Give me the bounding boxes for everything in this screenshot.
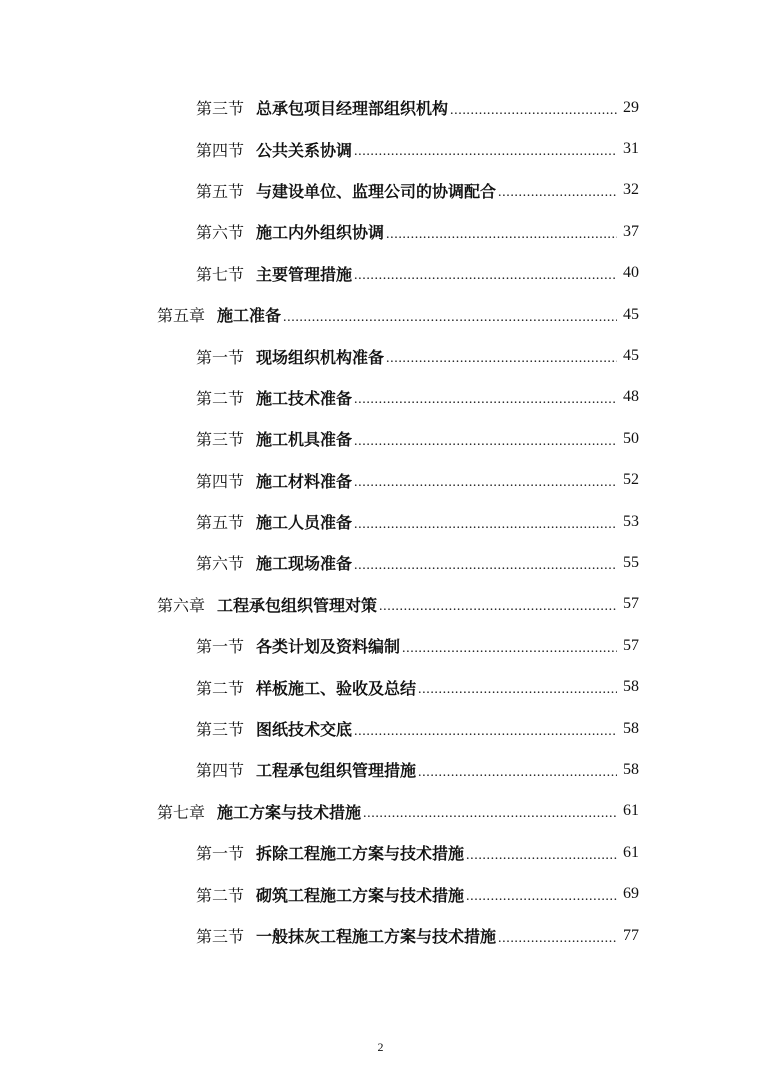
toc-entry-page: 58 xyxy=(623,760,639,778)
toc-entry-number: 第三节 xyxy=(196,430,245,450)
dot-leader xyxy=(354,387,617,407)
toc-entry[interactable] xyxy=(0,584,761,625)
dot-leader xyxy=(354,139,617,159)
toc-entry[interactable] xyxy=(0,501,761,542)
dot-leader xyxy=(354,553,617,573)
dot-leader xyxy=(363,801,617,821)
toc-entry[interactable] xyxy=(0,542,761,583)
toc-entry-page: 57 xyxy=(623,636,639,654)
dot-leader xyxy=(354,429,617,449)
toc-entry[interactable] xyxy=(0,253,761,294)
toc-entry-page: 69 xyxy=(623,885,639,903)
toc-entry-title: 与建设单位、监理公司的协调配合 xyxy=(256,181,497,201)
toc-entry-page: 45 xyxy=(623,347,639,365)
toc-entry-title: 施工现场准备 xyxy=(256,554,353,574)
toc-entry-number: 第一节 xyxy=(196,637,245,657)
toc-entry-number: 第五章 xyxy=(157,306,206,326)
toc-entry-page: 40 xyxy=(623,264,639,282)
toc-entry-number: 第四节 xyxy=(196,471,245,491)
toc-entry-title: 施工人员准备 xyxy=(256,513,353,533)
toc-entry-page: 37 xyxy=(623,222,639,240)
dot-leader xyxy=(498,926,617,946)
toc-entry-title: 主要管理措施 xyxy=(256,264,353,284)
toc-entry-number: 第一节 xyxy=(196,347,245,367)
dot-leader xyxy=(354,512,617,532)
toc-entry-number: 第六节 xyxy=(196,554,245,574)
toc-entry[interactable] xyxy=(0,666,761,707)
toc-entry-number: 第六节 xyxy=(196,223,245,243)
dot-leader xyxy=(354,263,617,283)
page-number: 2 xyxy=(377,1040,384,1054)
dot-leader xyxy=(386,346,617,366)
dot-leader xyxy=(283,305,617,325)
toc-entry-title: 现场组织机构准备 xyxy=(256,347,385,367)
toc-entry-number: 第三节 xyxy=(196,99,245,119)
toc-entry[interactable] xyxy=(0,87,761,128)
toc-entry-page: 61 xyxy=(623,802,639,820)
toc-entry-title: 施工机具准备 xyxy=(256,430,353,450)
toc-entry-page: 57 xyxy=(623,595,639,613)
toc-entry-number: 第六章 xyxy=(157,595,206,615)
toc-entry-title: 施工技术准备 xyxy=(256,388,353,408)
dot-leader xyxy=(498,180,617,200)
toc-entry[interactable] xyxy=(0,128,761,169)
table-of-contents xyxy=(0,87,761,956)
toc-entry-number: 第五节 xyxy=(196,513,245,533)
toc-entry-number: 第三节 xyxy=(196,720,245,740)
dot-leader xyxy=(354,470,617,490)
toc-entry-number: 第七章 xyxy=(157,802,206,822)
toc-entry-title: 施工准备 xyxy=(217,306,282,326)
toc-entry-page: 77 xyxy=(623,926,639,944)
toc-entry[interactable] xyxy=(0,915,761,956)
dot-leader xyxy=(418,760,617,780)
toc-entry[interactable] xyxy=(0,377,761,418)
toc-entry-number: 第二节 xyxy=(196,885,245,905)
toc-entry-title: 施工材料准备 xyxy=(256,471,353,491)
toc-entry-number: 第二节 xyxy=(196,678,245,698)
toc-entry[interactable] xyxy=(0,832,761,873)
toc-entry-page: 58 xyxy=(623,678,639,696)
toc-entry-number: 第七节 xyxy=(196,264,245,284)
toc-entry[interactable] xyxy=(0,708,761,749)
toc-entry-title: 图纸技术交底 xyxy=(256,720,353,740)
toc-entry-title: 工程承包组织管理措施 xyxy=(256,761,417,781)
toc-entry-page: 53 xyxy=(623,512,639,530)
toc-entry-title: 拆除工程施工方案与技术措施 xyxy=(256,844,465,864)
toc-entry-page: 31 xyxy=(623,140,639,158)
toc-entry-title: 施工内外组织协调 xyxy=(256,223,385,243)
toc-entry-number: 第二节 xyxy=(196,388,245,408)
dot-leader xyxy=(466,884,617,904)
toc-entry-page: 32 xyxy=(623,181,639,199)
toc-entry[interactable] xyxy=(0,294,761,335)
toc-entry[interactable] xyxy=(0,170,761,211)
dot-leader xyxy=(379,594,617,614)
toc-entry-page: 55 xyxy=(623,553,639,571)
toc-entry-number: 第四节 xyxy=(196,140,245,160)
toc-entry-number: 第一节 xyxy=(196,844,245,864)
toc-entry-page: 52 xyxy=(623,471,639,489)
toc-entry[interactable] xyxy=(0,335,761,376)
toc-entry-title: 砌筑工程施工方案与技术措施 xyxy=(256,885,465,905)
toc-entry[interactable] xyxy=(0,791,761,832)
dot-leader xyxy=(386,222,617,242)
toc-entry-page: 45 xyxy=(623,305,639,323)
toc-entry-page: 58 xyxy=(623,719,639,737)
dot-leader xyxy=(450,98,617,118)
toc-entry-page: 61 xyxy=(623,843,639,861)
toc-entry-title: 公共关系协调 xyxy=(256,140,353,160)
toc-entry[interactable] xyxy=(0,749,761,790)
dot-leader xyxy=(354,719,617,739)
toc-entry-title: 各类计划及资料编制 xyxy=(256,637,401,657)
toc-entry-page: 29 xyxy=(623,98,639,116)
toc-entry[interactable] xyxy=(0,625,761,666)
toc-entry-title: 工程承包组织管理对策 xyxy=(217,595,378,615)
toc-entry-page: 50 xyxy=(623,429,639,447)
toc-entry[interactable] xyxy=(0,460,761,501)
toc-entry[interactable] xyxy=(0,873,761,914)
toc-entry[interactable] xyxy=(0,418,761,459)
dot-leader xyxy=(466,843,617,863)
toc-entry-page: 48 xyxy=(623,388,639,406)
toc-entry-title: 样板施工、验收及总结 xyxy=(256,678,417,698)
toc-entry-title: 一般抹灰工程施工方案与技术措施 xyxy=(256,927,497,946)
toc-entry-number: 第五节 xyxy=(196,181,245,201)
toc-entry-number: 第三节 xyxy=(196,927,245,946)
toc-entry-number: 第四节 xyxy=(196,761,245,781)
toc-entry[interactable] xyxy=(0,211,761,252)
dot-leader xyxy=(402,636,617,656)
dot-leader xyxy=(418,677,617,697)
toc-entry-title: 施工方案与技术措施 xyxy=(217,802,362,822)
toc-entry-title: 总承包项目经理部组织机构 xyxy=(256,99,449,119)
